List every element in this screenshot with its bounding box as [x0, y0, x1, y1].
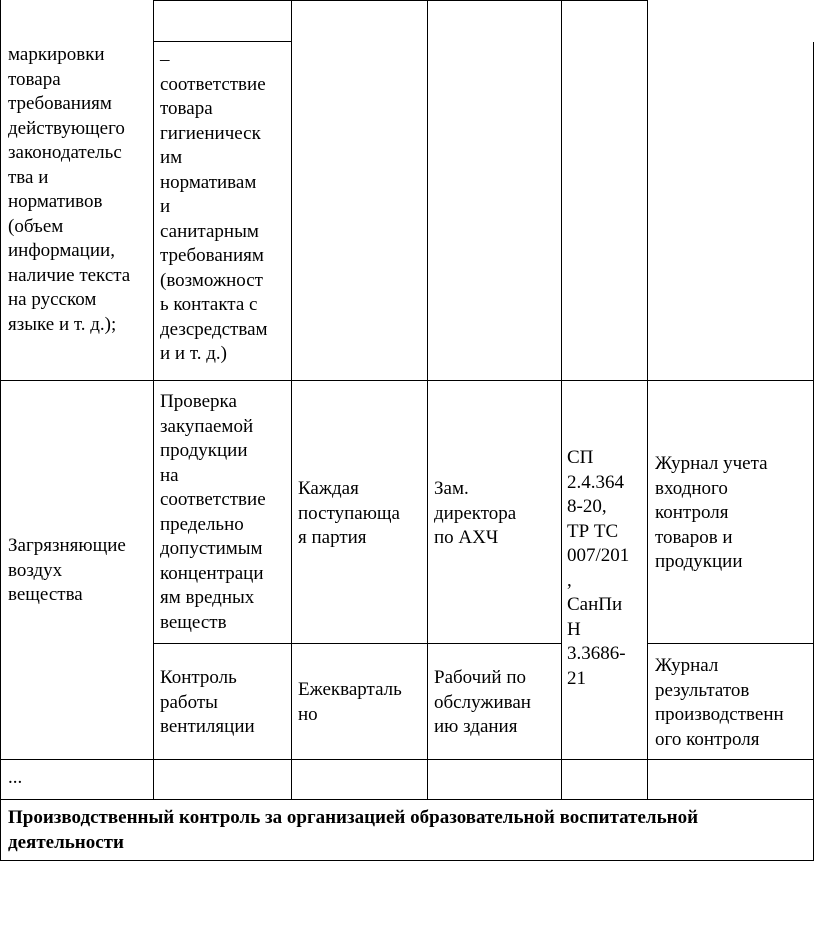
pollutants-factor-cell: Загрязняющие воздух вещества	[8, 535, 126, 605]
grid-line	[153, 0, 648, 1]
regulation-cell: СП 2.4.364 8-20, ТР ТС 007/201 , СанПи Н 3.3686- 21	[567, 447, 630, 689]
responsible-cell-2: Рабочий по обслуживан ию здания	[434, 667, 531, 737]
grid-line	[0, 380, 814, 381]
section-header: Производственный контроль за организацией образовательной воспитательной деятельности	[8, 807, 699, 853]
grid-line	[0, 860, 814, 861]
grid-line	[0, 759, 814, 760]
ellipsis-cell: ...	[8, 767, 23, 788]
frequency-cell-2: Ежекварталь но	[298, 679, 402, 725]
measure-cell-1: Проверка закупаемой продукции на соответствие предельно допустимым концентраци ям вредных веществ	[160, 391, 266, 633]
grid-line	[647, 643, 814, 644]
grid-line	[813, 42, 814, 861]
grid-line	[153, 41, 292, 42]
grid-line	[561, 0, 562, 800]
grid-line	[153, 0, 154, 800]
grid-line	[291, 0, 292, 800]
hygiene-compliance-cell: – соответствие товара гигиеническ им нормативам и санитарным требованиям (возможност ь контакта с дезсредствам и и т. д.)	[160, 49, 268, 364]
grid-line	[427, 0, 428, 800]
grid-line	[0, 799, 814, 800]
grid-line	[0, 0, 1, 861]
document-cell-2: Журнал результатов производственн ого контроля	[655, 655, 784, 750]
marking-requirements-cell: маркировки товара требованиям действующего законодательс тва и нормативов (объем информации, наличие текста на русском языке и т. д.);	[8, 44, 131, 335]
grid-line	[153, 643, 562, 644]
frequency-cell-1: Каждая поступающа я партия	[298, 478, 400, 548]
measure-cell-2: Контроль работы вентиляции	[160, 667, 255, 737]
responsible-cell-1: Зам. директора по АХЧ	[434, 478, 517, 548]
grid-line	[647, 0, 648, 800]
document-cell-1: Журнал учета входного контроля товаров и продукции	[655, 453, 768, 572]
